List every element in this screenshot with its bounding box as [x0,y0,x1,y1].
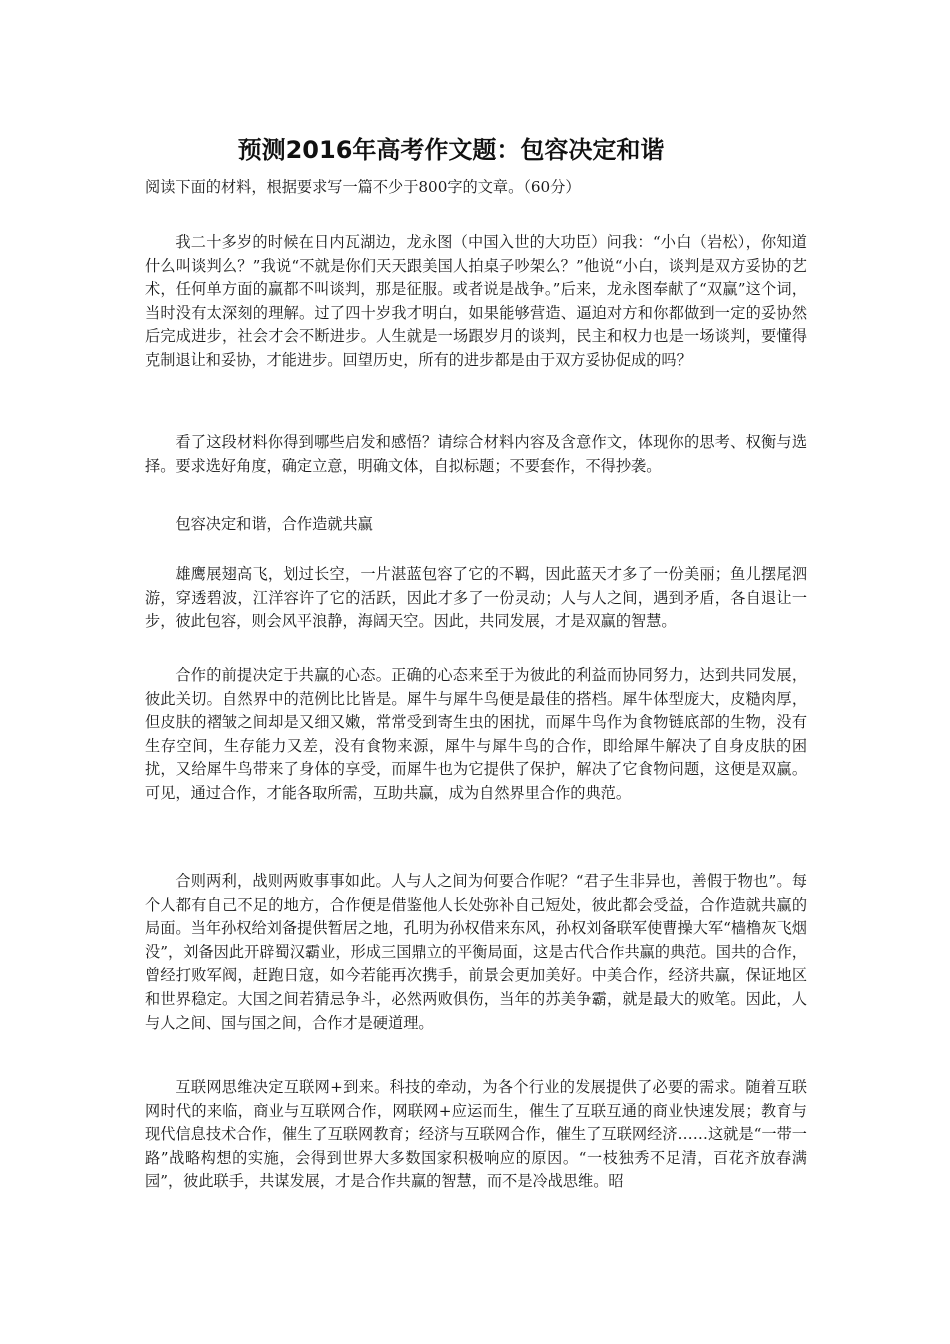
prompt-paragraph: 看了这段材料你得到哪些启发和感悟？请综合材料内容及含意作文，体现你的思考、权衡与选择。要求选好角度，确定立意，明确文体，自拟标题；不要套作，不得抄袭。 [145,433,807,475]
instruction-text: 阅读下面的材料，根据要求写一篇不少于800字的文章。（60分） [145,178,581,196]
material-paragraph: 我二十多岁的时候在日内瓦湖边，龙永图（中国入世的大功臣）问我：“小白（岩松），你知道什么叫谈判么？”我说“不就是你们天天跟美国人拍桌子吵架么？”他说“小白，谈判是双方妥协的艺术，任何单方面的赢都不叫谈判，那是征服。或者说是战争。”后来，龙永图奉献了“双赢”这个词，当时没有太深刻的理解。过了四十岁我才明白，如果能够营造、逼迫对方和你都做到一定的妥协然后完成进步，社会才会不断进步。人生就是一场跟岁月的谈判，民主和权力也是一场谈判，要懂得克制退让和妥协，才能进步。回望历史，所有的进步都是由于双方妥协促成的吗？ [145,233,807,369]
essay-title: 包容决定和谐，合作造就共赢 [175,515,373,533]
essay-paragraph: 合则两利，战则两败事事如此。人与人之间为何要合作呢？“君子生非异也，善假于物也”。每个人都有自己不足的地方，合作便是借鉴他人长处弥补自己短处，彼此都会受益，合作造就共赢的局面。当年孙权给刘备提供暂居之地，孔明为孙权借来东风，孙权刘备联军使曹操大军“樯橹灰飞烟没”，刘备因此开辟蜀汉霸业，形成三国鼎立的平衡局面，这是古代合作共赢的典范。国共的合作，曾经打败军阀，赶跑日寇，如今若能再次携手，前景会更加美好。中美合作，经济共赢，保证地区和世界稳定。大国之间若猜忌争斗，必然两败俱伤，当年的苏美争霸，就是最大的败笔。因此，人与人之间、国与国之间，合作才是硬道理。 [145,872,807,1032]
essay-paragraph: 雄鹰展翅高飞，划过长空，一片湛蓝包容了它的不羁，因此蓝天才多了一份美丽；鱼儿摆尾泗游，穿透碧波，江洋容许了它的活跃，因此才多了一份灵动；人与人之间，遇到矛盾，各自退让一步，彼此包容，则会风平浪静，海阔天空。因此，共同发展，才是双赢的智慧。 [145,565,807,631]
essay-paragraph: 互联网思维决定互联网+到来。科技的牵动，为各个行业的发展提供了必要的需求。随着互联网时代的来临，商业与互联网合作，网联网+应运而生，催生了互联互通的商业快速发展；教育与现代信息技术合作，催生了互联网教育；经济与互联网合作，催生了互联网经济……这就是“一带一路”战略构想的实施，会得到世界大多数国家积极响应的原因。“一枝独秀不足清，百花齐放春满园”，彼此联手，共谋发展，才是合作共赢的智慧，而不是冷战思维。昭 [145,1078,807,1191]
essay-paragraph: 合作的前提决定于共赢的心态。正确的心态来至于为彼此的利益而协同努力，达到共同发展，彼此关切。自然界中的范例比比皆是。犀牛与犀牛鸟便是最佳的搭档。犀牛体型庞大，皮糙肉厚，但皮肤的褶皱之间却是又细又嫩，常常受到寄生虫的困扰，而犀牛鸟作为食物链底部的生物，没有生存空间，生存能力又差，没有食物来源，犀牛与犀牛鸟的合作，即给犀牛解决了自身皮肤的困扰，又给犀牛鸟带来了身体的享受，而犀牛也为它提供了保护，解决了它食物问题，这便是双赢。可见，通过合作，才能各取所需，互助共赢，成为自然界里合作的典范。 [145,666,807,802]
document-title: 预测2016年高考作文题：包容决定和谐 [237,136,665,164]
